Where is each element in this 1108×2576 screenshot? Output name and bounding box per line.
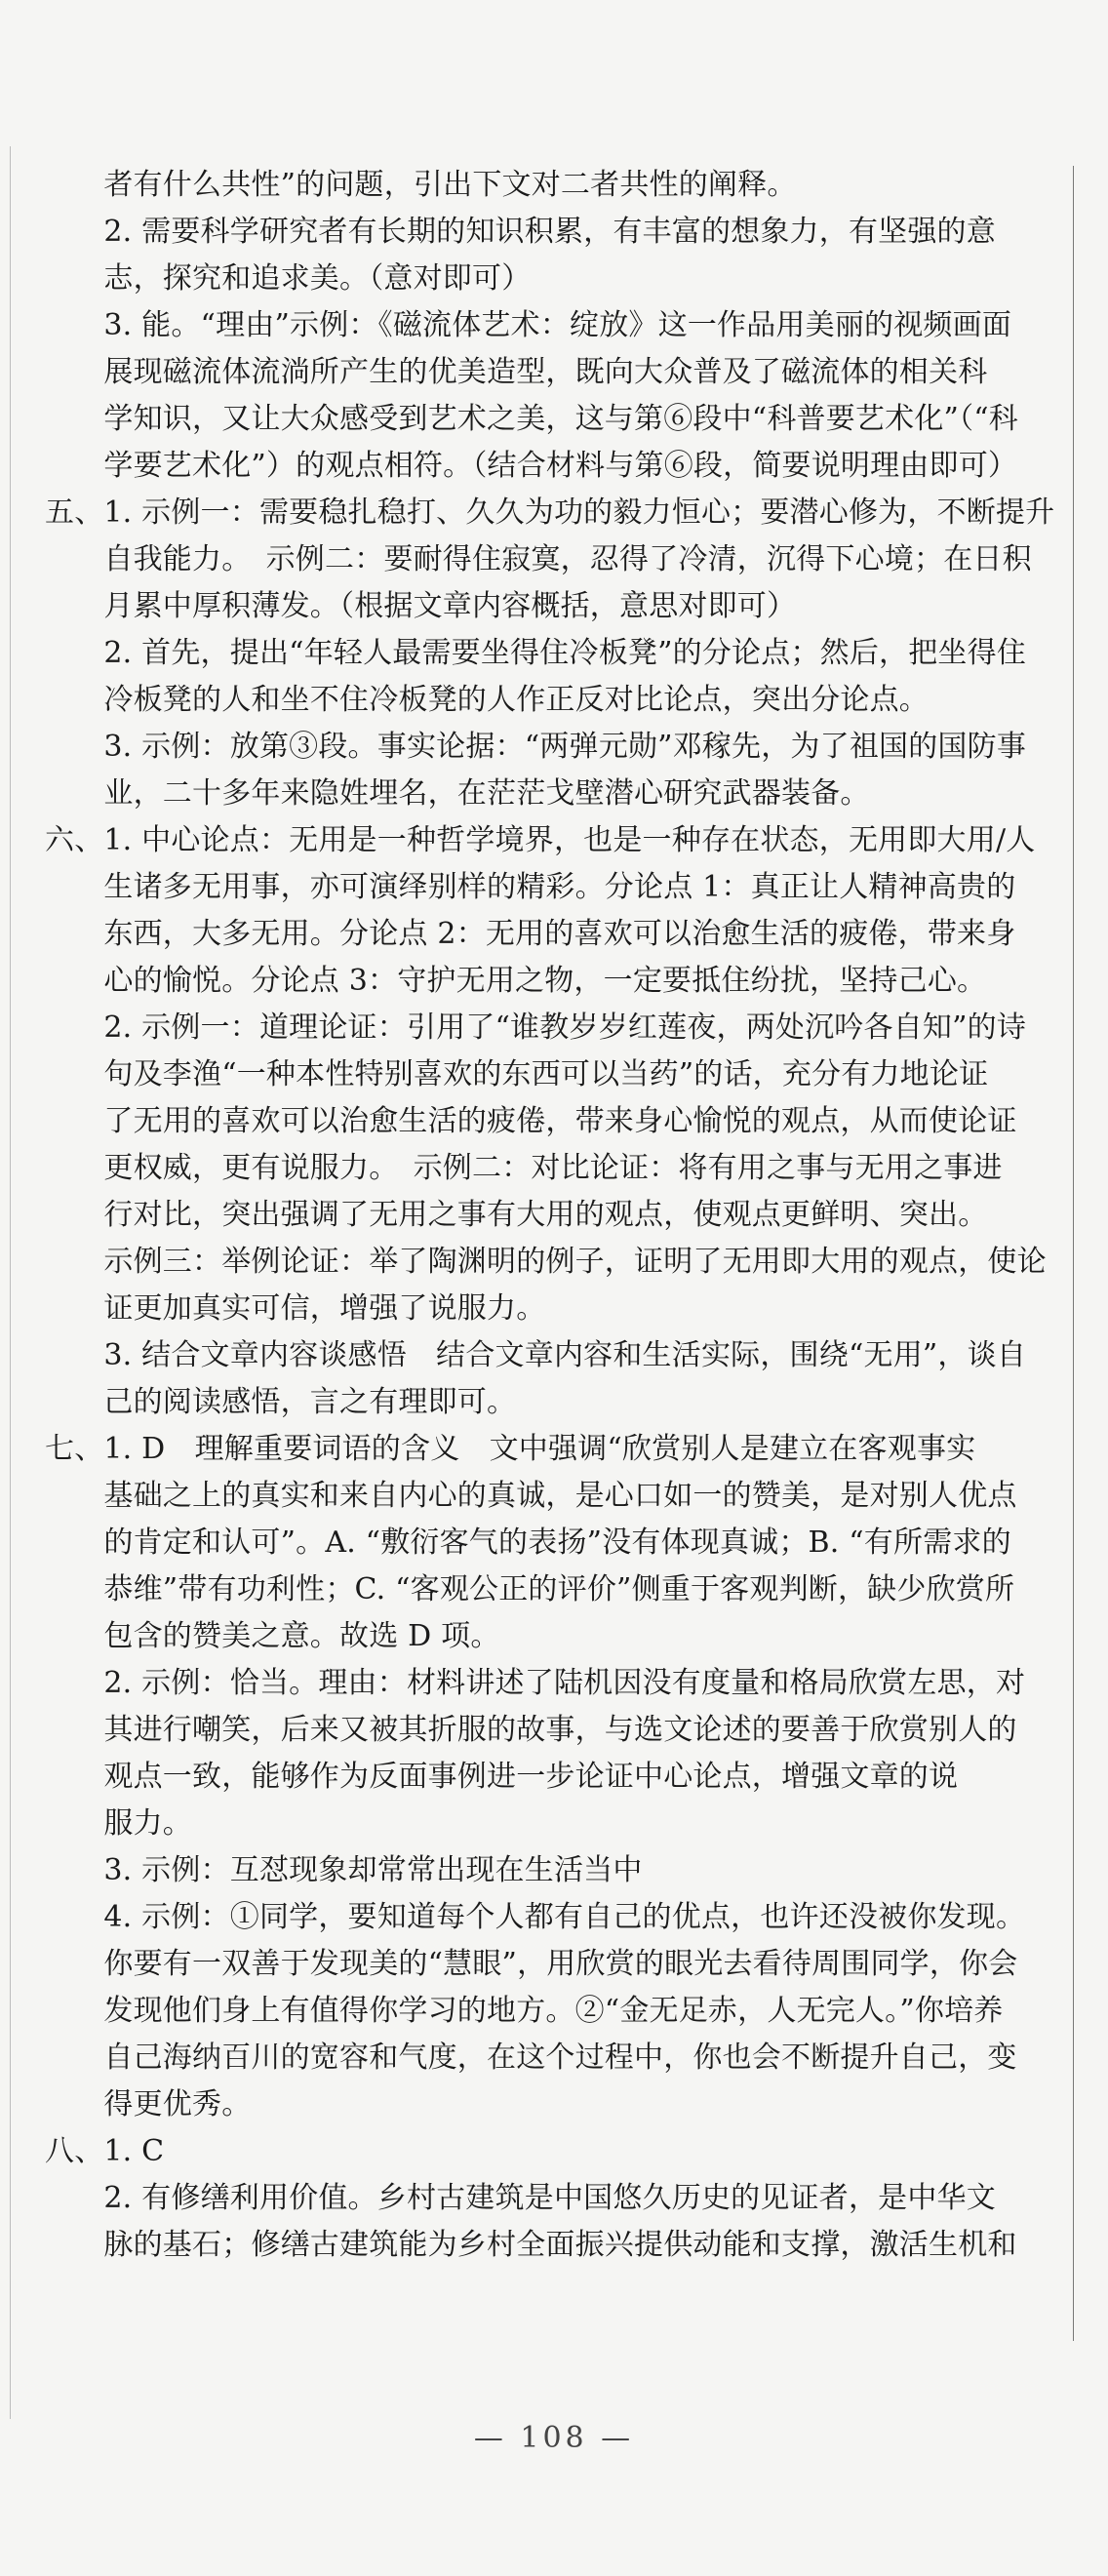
text-line: 五、1. 示例一：需要稳扎稳打、久久为功的毅力恒心；要潜心修为，不断提升	[45, 495, 1055, 530]
text-line: 学要艺术化”）的观点相符。（结合材料与第⑥段，简要说明理由即可）	[45, 449, 1018, 483]
text-line: 发现他们身上有值得你学习的地方。②“金无足赤，人无完人。”你培养	[45, 1994, 1004, 2028]
text-line: 示例三：举例论证：举了陶渊明的例子，证明了无用即大用的观点，使论	[45, 1245, 1047, 1279]
text-line: 六、1. 中心论点：无用是一种哲学境界，也是一种存在状态，无用即大用/人	[45, 823, 1036, 857]
text-line: 你要有一双善于发现美的“慧眼”，用欣赏的眼光去看待周围同学，你会	[45, 1947, 1018, 1981]
text-line: 2. 示例：恰当。理由：材料讲述了陆机因没有度量和格局欣赏左思，对	[45, 1666, 1026, 1700]
text-line: 的肯定和认可”。A. “敷衍客气的表扬”没有体现真诚；B. “有所需求的	[45, 1526, 1011, 1560]
text-line: 七、1. D 理解重要词语的含义 文中强调“欣赏别人是建立在客观事实	[45, 1432, 976, 1466]
text-line: 基础之上的真实和来自内心的真诚，是心口如一的赞美，是对别人优点	[45, 1479, 1017, 1513]
right-margin-rule	[1073, 166, 1074, 2341]
text-line: 得更优秀。	[45, 2087, 252, 2121]
text-line: 己的阅读感悟，言之有理即可。	[45, 1385, 517, 1419]
text-line: 月累中厚积薄发。（根据文章内容概括，意思对即可）	[45, 589, 797, 623]
text-line: 学知识，又让大众感受到艺术之美，这与第⑥段中“科普要艺术化”（“科	[45, 402, 1019, 436]
text-line: 3. 结合文章内容谈感悟 结合文章内容和生活实际，围绕“无用”，谈自	[45, 1338, 1027, 1372]
text-line: 东西，大多无用。分论点 2：无用的喜欢可以治愈生活的疲倦，带来身	[45, 917, 1016, 951]
page-number: — 108 —	[473, 2421, 635, 2455]
text-line: 2. 有修缮利用价值。乡村古建筑是中国悠久历史的见证者，是中华文	[45, 2181, 996, 2215]
text-line: 4. 示例：①同学，要知道每个人都有自己的优点，也许还没被你发现。	[45, 1900, 1026, 1934]
text-line: 自我能力。 示例二：要耐得住寂寞，忍得了冷清，沉得下心境；在日积	[45, 542, 1032, 576]
left-margin-rule	[10, 146, 11, 2419]
text-line: 服力。	[45, 1806, 192, 1841]
text-line: 恭维”带有功利性；C. “客观公正的评价”侧重于客观判断，缺少欣赏所	[45, 1572, 1015, 1606]
text-line: 行对比，突出强调了无用之事有大用的观点，使观点更鲜明、突出。	[45, 1198, 988, 1232]
text-line: 业，二十多年来隐姓埋名，在茫茫戈壁潜心研究武器装备。	[45, 776, 870, 811]
text-line: 3. 示例：互怼现象却常常出现在生活当中	[45, 1853, 643, 1887]
text-line: 生诸多无用事，亦可演绎别样的精彩。分论点 1：真正让人精神高贵的	[45, 870, 1016, 904]
text-line: 脉的基石；修缮古建筑能为乡村全面振兴提供动能和支撑，激活生机和	[45, 2228, 1017, 2262]
text-line: 证更加真实可信，增强了说服力。	[45, 1291, 546, 1326]
text-line: 2. 需要科学研究者有长期的知识积累，有丰富的想象力，有坚强的意	[45, 215, 996, 249]
text-line: 2. 示例一：道理论证：引用了“谁教岁岁红莲夜，两处沉吟各自知”的诗	[45, 1011, 1027, 1045]
text-line: 句及李渔“一种本性特别喜欢的东西可以当药”的话，充分有力地论证	[45, 1057, 989, 1091]
answer-text-body	[45, 162, 1071, 2269]
text-line: 展现磁流体流淌所产生的优美造型，既向大众普及了磁流体的相关科	[45, 355, 988, 389]
text-line: 3. 示例：放第③段。事实论据：“两弹元勋”邓稼先，为了祖国的国防事	[45, 730, 1027, 764]
text-line: 观点一致，能够作为反面事例进一步论证中心论点，增强文章的说	[45, 1760, 959, 1794]
text-line: 了无用的喜欢可以治愈生活的疲倦，带来身心愉悦的观点，从而使论证	[45, 1104, 1017, 1138]
text-line: 冷板凳的人和坐不住冷板凳的人作正反对比论点，突出分论点。	[45, 683, 929, 717]
text-line: 者有什么共性”的问题，引出下文对二者共性的阐释。	[45, 168, 797, 202]
text-line: 自己海纳百川的宽容和气度，在这个过程中，你也会不断提升自己，变	[45, 2041, 1017, 2075]
text-line: 其进行嘲笑，后来又被其折服的故事，与选文论述的要善于欣赏别人的	[45, 1713, 1017, 1747]
text-line: 志，探究和追求美。（意对即可）	[45, 261, 532, 296]
text-line: 3. 能。“理由”示例：《磁流体艺术：绽放》这一作品用美丽的视频画面	[45, 308, 1012, 342]
text-line: 更权威，更有说服力。 示例二：对比论证：将有用之事与无用之事进	[45, 1151, 1003, 1185]
text-line: 心的愉悦。分论点 3：守护无用之物，一定要抵住纷扰，坚持己心。	[45, 964, 987, 998]
text-line: 2. 首先，提出“年轻人最需要坐得住冷板凳”的分论点；然后，把坐得住	[45, 636, 1027, 670]
text-line: 八、1. C	[45, 2134, 165, 2168]
text-line: 包含的赞美之意。故选 D 项。	[45, 1619, 500, 1653]
